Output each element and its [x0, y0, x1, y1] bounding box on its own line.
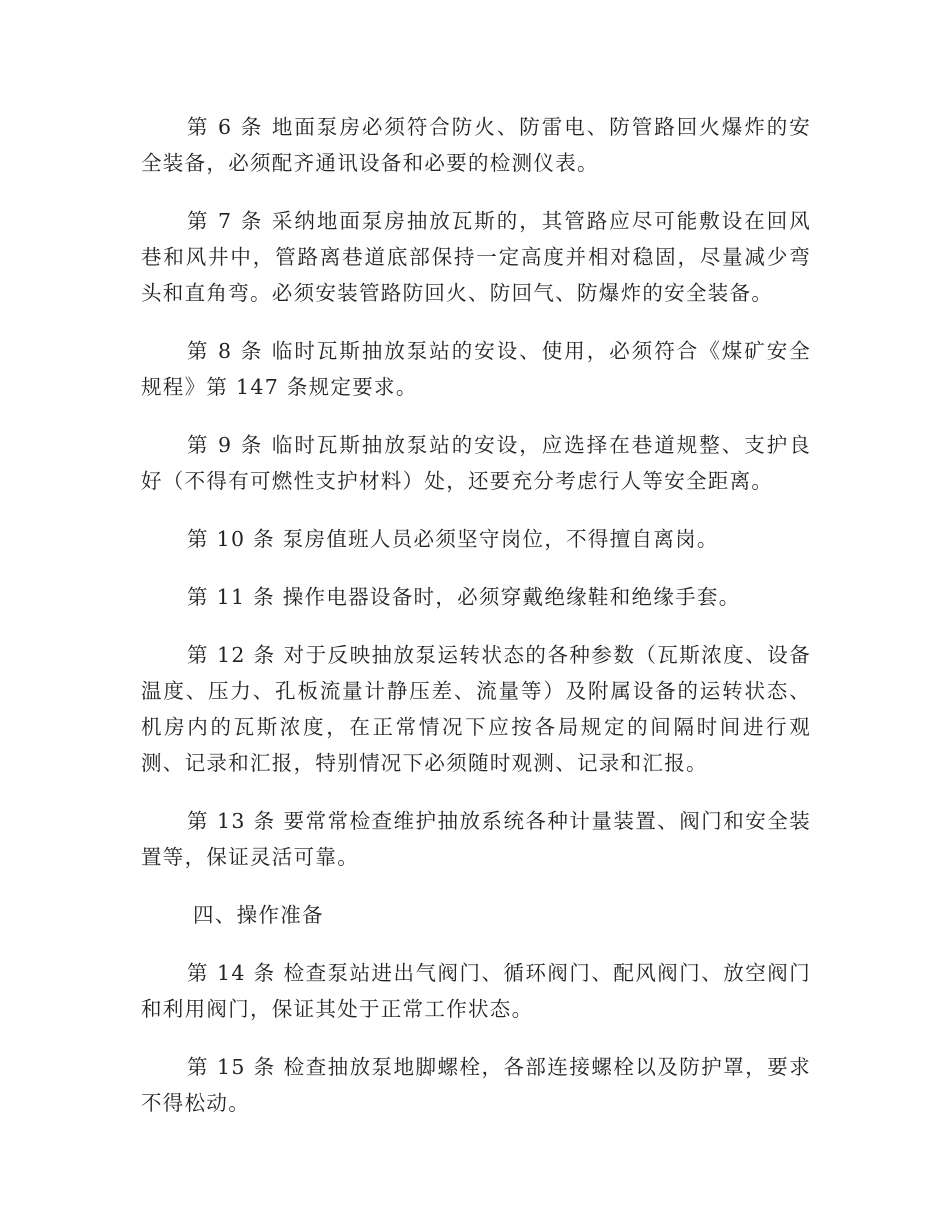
section-heading: 四、操作准备 — [193, 903, 324, 927]
document-body — [141, 109, 811, 1143]
article-8: 第 8 条 临时瓦斯抽放泵站的安设、使用，必须符合《煤矿安全规程》第 147 条规定要求。 — [141, 339, 811, 399]
article-9: 第 9 条 临时瓦斯抽放泵站的安设，应选择在巷道规整、支护良好（不得有可燃性支护材料）处，还要充分考虑行人等安全距离。 — [141, 433, 811, 493]
article-13: 第 13 条 要常常检查维护抽放系统各种计量装置、阀门和安全装置等，保证灵活可靠。 — [141, 809, 811, 869]
article-12: 第 12 条 对于反映抽放泵运转状态的各种参数（瓦斯浓度、设备温度、压力、孔板流量计静压差、流量等）及附属设备的运转状态、机房内的瓦斯浓度，在正常情况下应按各局规定的间隔时间进行观测、记录和汇报，特别情况下必须随时观测、记录和汇报。 — [141, 643, 811, 775]
article-6: 第 6 条 地面泵房必须符合防火、防雷电、防管路回火爆炸的安全装备，必须配齐通讯设备和必要的检测仪表。 — [141, 115, 811, 175]
article-11: 第 11 条 操作电器设备时，必须穿戴绝缘鞋和绝缘手套。 — [187, 585, 741, 609]
article-7: 第 7 条 采纳地面泵房抽放瓦斯的，其管路应尽可能敷设在回风巷和风井中，管路离巷道底部保持一定高度并相对稳固，尽量减少弯头和直角弯。必须安装管路防回火、防回气、防爆炸的安全装备。 — [141, 209, 811, 305]
article-14: 第 14 条 检查泵站进出气阀门、循环阀门、配风阀门、放空阀门和利用阀门，保证其处于正常工作状态。 — [141, 961, 811, 1021]
article-10: 第 10 条 泵房值班人员必须坚守岗位，不得擅自离岗。 — [187, 527, 719, 551]
article-15: 第 15 条 检查抽放泵地脚螺栓，各部连接螺栓以及防护罩，要求不得松动。 — [141, 1055, 811, 1115]
